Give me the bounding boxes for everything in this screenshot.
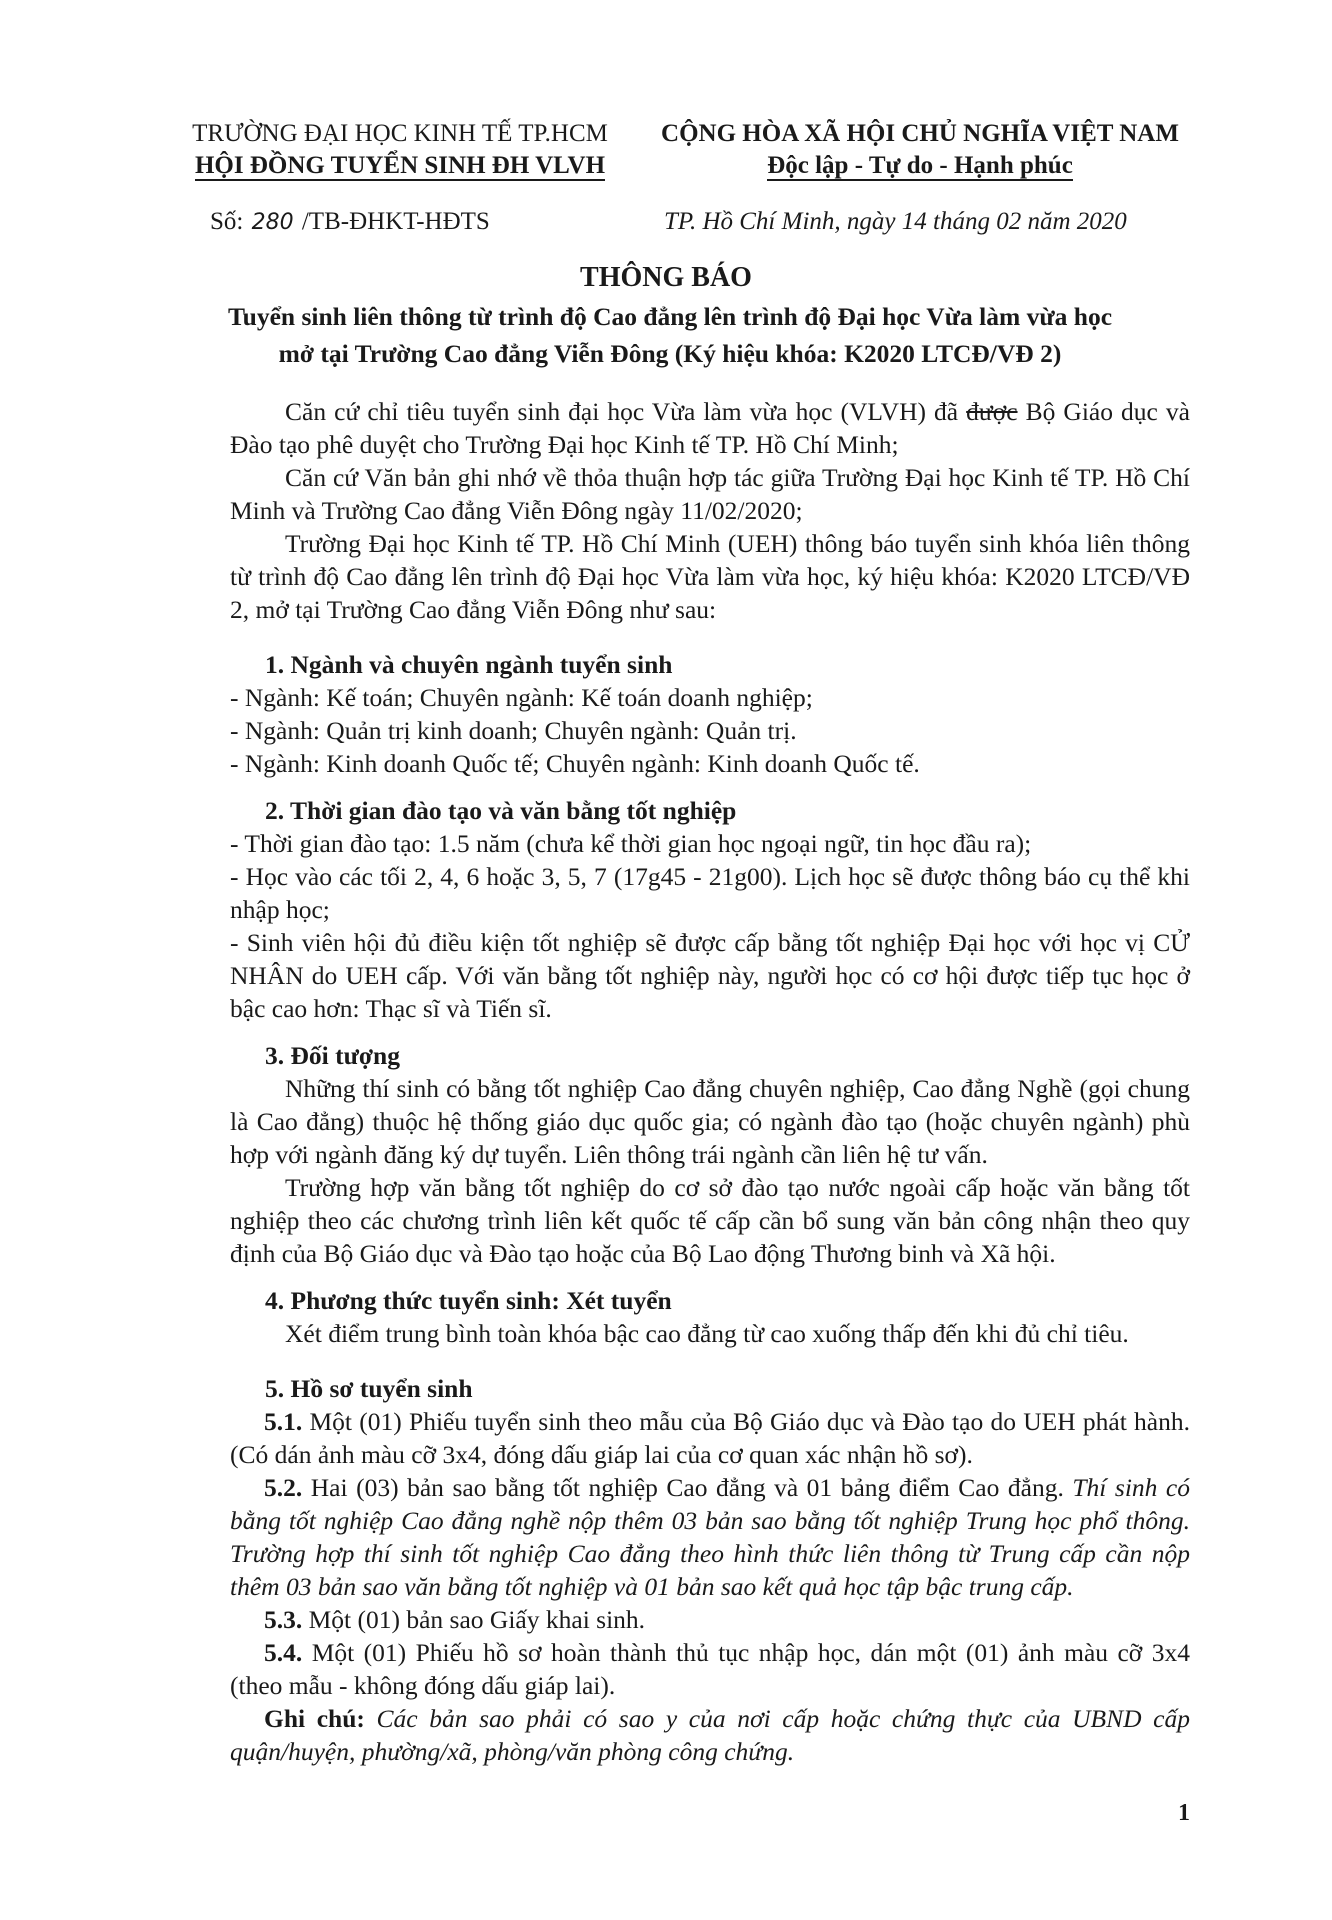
document-subtitle: Tuyển sinh liên thông từ trình độ Cao đẳng lên trình độ Đại học Vừa làm vừa học mở tại Trường Cao đẳng Viễn Đông (Ký hiệu khóa: K2020 LTCĐ/VĐ 2) [227, 302, 1113, 368]
section-3-paragraph-1: Những thí sinh có bằng tốt nghiệp Cao đẳng chuyên nghiệp, Cao đẳng Nghề (gọi chung là Cao đẳng) thuộc hệ thống giáo dục quốc gia; có ngành đào tạo (hoặc chuyên ngành) phù hợp với ngành đăng ký dự tuyển. Liên thông trái ngành cần liên hệ tư vấn. [230, 1074, 1190, 1169]
document-number: Số: 280 /TB-ĐHKT-HĐTS [210, 208, 490, 235]
list-item: - Ngành: Kế toán; Chuyên ngành: Kế toán doanh nghiệp; [230, 683, 813, 712]
section-3-heading: 3. Đối tượng [265, 1041, 400, 1070]
item-5-4: 5.4. Một (01) Phiếu hồ sơ hoàn thành thủ tục nhập học, dán một (01) ảnh màu cỡ 3x4 (theo mẫu - không đóng dấu giáp lai). [230, 1638, 1190, 1700]
section-1-heading: 1. Ngành và chuyên ngành tuyển sinh [265, 650, 673, 679]
national-header [640, 118, 1200, 182]
struck-word: được [966, 397, 1018, 426]
item-5-3: 5.3. Một (01) bản sao Giấy khai sinh. [264, 1605, 646, 1634]
council-name: HỘI ĐỒNG TUYỂN SINH ĐH VLVH [194, 152, 606, 179]
list-item: - Ngành: Quản trị kinh doanh; Chuyên ngành: Quản trị. [230, 716, 797, 745]
list-item: - Ngành: Kinh doanh Quốc tế; Chuyên ngành: Kinh doanh Quốc tế. [230, 749, 920, 778]
issuing-organization [150, 118, 650, 182]
nation-name: CỘNG HÒA XÃ HỘI CHỦ NGHĨA VIỆT NAM [661, 120, 1179, 147]
handwritten-number: 280 [251, 210, 294, 235]
item-5-1: 5.1. Một (01) Phiếu tuyển sinh theo mẫu của Bộ Giáo dục và Đào tạo do UEH phát hành. (Có dán ảnh màu cỡ 3x4, đóng dấu giáp lai của cơ quan xác nhận hồ sơ). [230, 1407, 1190, 1469]
note: Ghi chú: Các bản sao phải có sao y của nơi cấp hoặc chứng thực của UBND cấp quận/huyện, phường/xã, phòng/văn phòng công chứng. [230, 1704, 1190, 1766]
section-5-heading: 5. Hồ sơ tuyển sinh [265, 1374, 473, 1403]
item-5-2: 5.2. Hai (03) bản sao bằng tốt nghiệp Cao đẳng và 01 bảng điểm Cao đẳng. Thí sinh có bằng tốt nghiệp Cao đẳng nghề nộp thêm 03 bản sao bằng tốt nghiệp Trung học phổ thông. Trường hợp thí sinh tốt nghiệp Cao đẳng theo hình thức liên thông từ Trung cấp cần nộp thêm 03 bản sao văn bằng tốt nghiệp và 01 bản sao kết quả học tập bậc trung cấp. [230, 1473, 1190, 1601]
section-2-heading: 2. Thời gian đào tạo và văn bằng tốt nghiệp [265, 796, 737, 825]
list-item: - Sinh viên hội đủ điều kiện tốt nghiệp sẽ được cấp bằng tốt nghiệp Đại học với học vị CỬ NHÂN do UEH cấp. Với văn bằng tốt nghiệp này, người học có cơ hội được tiếp tục học ở bậc cao hơn: Thạc sĩ và Tiến sĩ. [230, 928, 1190, 1023]
national-motto: Độc lập - Tự do - Hạnh phúc [767, 152, 1073, 179]
page-number: 1 [1178, 1800, 1190, 1826]
intro-paragraph-1: Căn cứ chỉ tiêu tuyển sinh đại học Vừa làm vừa học (VLVH) đã được Bộ Giáo dục và Đào tạo phê duyệt cho Trường Đại học Kinh tế TP. Hồ Chí Minh; [230, 397, 1191, 459]
document-title: THÔNG BÁO [580, 262, 752, 293]
intro-paragraph-3: Trường Đại học Kinh tế TP. Hồ Chí Minh (UEH) thông báo tuyển sinh khóa liên thông từ trình độ Cao đẳng lên trình độ Đại học Vừa làm vừa học, ký hiệu khóa: K2020 LTCĐ/VĐ 2, mở tại Trường Cao đẳng Viễn Đông như sau: [230, 529, 1190, 624]
document-body [230, 395, 1190, 1768]
list-item: - Học vào các tối 2, 4, 6 hoặc 3, 5, 7 (17g45 - 21g00). Lịch học sẽ được thông báo cụ thể khi nhập học; [230, 862, 1190, 924]
list-item: - Thời gian đào tạo: 1.5 năm (chưa kể thời gian học ngoại ngữ, tin học đầu ra); [230, 829, 1032, 858]
document-date: TP. Hồ Chí Minh, ngày 14 tháng 02 năm 2020 [664, 208, 1127, 235]
org-name: TRƯỜNG ĐẠI HỌC KINH TẾ TP.HCM [192, 120, 608, 147]
section-4-paragraph: Xét điểm trung bình toàn khóa bậc cao đẳng từ cao xuống thấp đến khi đủ chỉ tiêu. [285, 1319, 1129, 1348]
section-3-paragraph-2: Trường hợp văn bằng tốt nghiệp do cơ sở đào tạo nước ngoài cấp hoặc văn bằng tốt nghiệp theo các chương trình liên kết quốc tế cấp cần bổ sung văn bản công nhận theo quy định của Bộ Giáo dục và Đào tạo hoặc của Bộ Lao động Thương binh và Xã hội. [230, 1173, 1190, 1268]
section-4-heading: 4. Phương thức tuyển sinh: Xét tuyển [265, 1286, 672, 1315]
intro-paragraph-2: Căn cứ Văn bản ghi nhớ về thỏa thuận hợp tác giữa Trường Đại học Kinh tế TP. Hồ Chí Minh và Trường Cao đẳng Viễn Đông ngày 11/02/2020; [230, 463, 1190, 525]
